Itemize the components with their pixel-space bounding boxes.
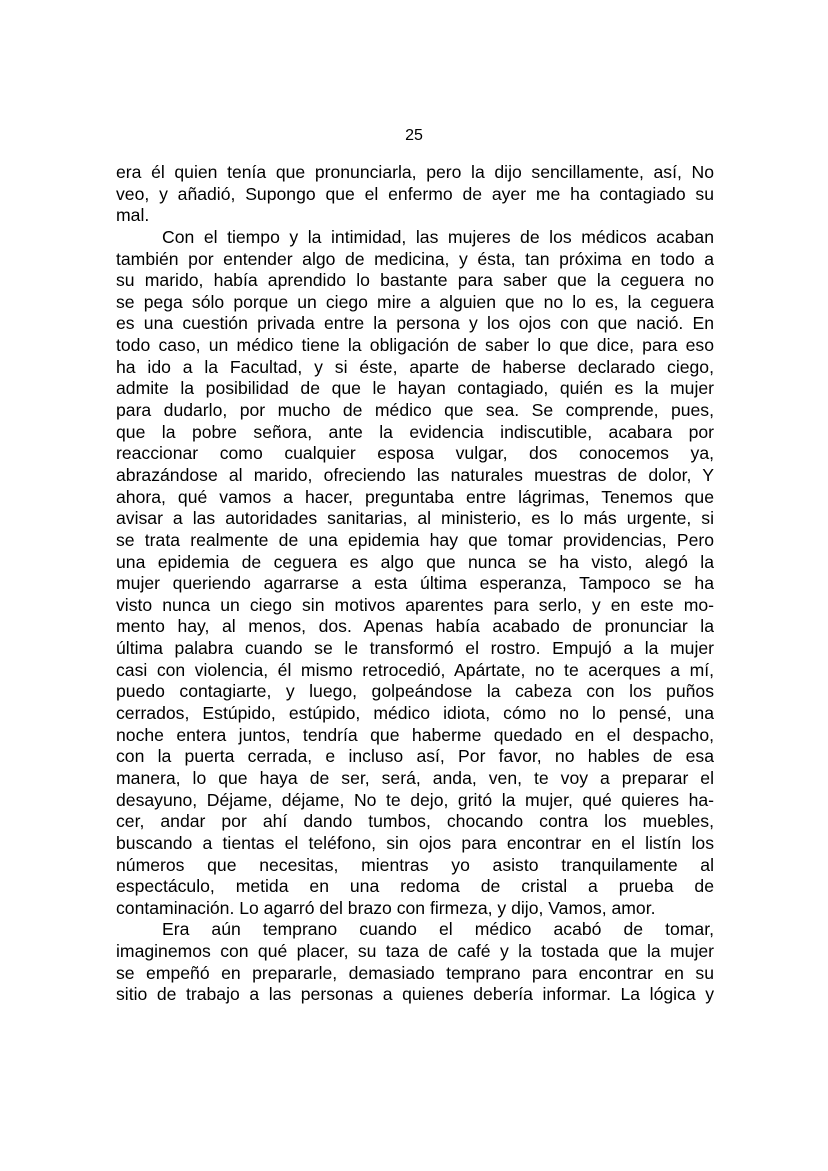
text-line: ha ido a la Facultad, y si éste, aparte de haberse declarado ciego, (116, 356, 714, 377)
text-line: se trata realmente de una epidemia hay que tomar providencias, Pero (116, 529, 714, 550)
text-line: abrazándose al marido, ofreciendo las naturales muestras de dolor, Y (116, 464, 714, 485)
text-line: cer, andar por ahí dando tumbos, chocando contra los muebles, (116, 811, 714, 832)
text-line: imaginemos con qué placer, su taza de café y la tostada que la mujer (116, 941, 714, 962)
text-line: que la pobre señora, ante la evidencia indiscutible, acabara por (116, 421, 714, 442)
text-line: casi con violencia, él mismo retrocedió, Apártate, no te acerques a mí, (116, 659, 714, 680)
text-line: Con el tiempo y la intimidad, las mujeres de los médicos acaban (162, 226, 714, 247)
text-line: avisar a las autoridades sanitarias, al ministerio, es lo más urgente, si (116, 508, 714, 529)
text-line: se pega sólo porque un ciego mire a alguien que no lo es, la ceguera (116, 291, 714, 312)
text-line: cerrados, Estúpido, estúpido, médico idiota, cómo no lo pensé, una (116, 703, 714, 724)
text-line: todo caso, un médico tiene la obligación de saber lo que dice, para eso (116, 335, 714, 356)
text-line: puedo contagiarte, y luego, golpeándose la cabeza con los puños (116, 681, 714, 702)
text-line: sitio de trabajo a las personas a quienes debería informar. La lógica y (116, 984, 714, 1005)
text-line: última palabra cuando se le transformó el rostro. Empujó a la mujer (116, 638, 714, 659)
text-line: noche entera juntos, tendría que haberme quedado en el despacho, (116, 724, 714, 745)
page-number: 25 (405, 127, 423, 144)
text-line: reaccionar como cualquier esposa vulgar, dos conocemos ya, (116, 443, 714, 464)
text-line: también por entender algo de medicina, y ésta, tan próxima en todo a (116, 248, 714, 269)
body-text (116, 162, 714, 1006)
text-line: mal. (116, 205, 150, 226)
text-line: para dudarlo, por mucho de médico que sea. Se comprende, pues, (116, 400, 714, 421)
text-line: desayuno, Déjame, déjame, No te dejo, gritó la mujer, qué quieres ha- (116, 789, 714, 810)
text-line: es una cuestión privada entre la persona y los ojos con que nació. En (116, 313, 714, 334)
text-line: con la puerta cerrada, e incluso así, Por favor, no hables de esa (116, 746, 714, 767)
text-line: ahora, qué vamos a hacer, preguntaba entre lágrimas, Tenemos que (116, 486, 714, 507)
text-line: veo, y añadió, Supongo que el enfermo de ayer me ha contagiado su (116, 183, 714, 204)
text-line: era él quien tenía que pronunciarla, pero la dijo sencillamente, así, No (116, 162, 714, 182)
text-line: números que necesitas, mientras yo asisto tranquilamente al (116, 854, 714, 875)
text-line: se empeñó en prepararle, demasiado temprano para encontrar en su (116, 962, 714, 983)
text-line: una epidemia de ceguera es algo que nunca se ha visto, alegó la (116, 551, 714, 572)
text-line: Era aún temprano cuando el médico acabó de tomar, (162, 919, 714, 940)
text-line: espectáculo, metida en una redoma de cristal a prueba de (116, 876, 714, 897)
text-line: su marido, había aprendido lo bastante para saber que la ceguera no (116, 270, 714, 291)
text-line: buscando a tientas el teléfono, sin ojos para encontrar en el listín los (116, 832, 714, 853)
text-line: visto nunca un ciego sin motivos aparentes para serlo, y en este mo- (116, 594, 714, 615)
text-line: manera, lo que haya de ser, será, anda, ven, te voy a preparar el (116, 767, 714, 788)
text-line: mento hay, al menos, dos. Apenas había acabado de pronunciar la (116, 616, 714, 637)
text-line: contaminación. Lo agarró del brazo con firmeza, y dijo, Vamos, amor. (116, 897, 656, 918)
text-line: admite la posibilidad de que le hayan contagiado, quién es la mujer (116, 378, 714, 399)
text-line: mujer queriendo agarrarse a esta última esperanza, Tampoco se ha (116, 573, 714, 594)
